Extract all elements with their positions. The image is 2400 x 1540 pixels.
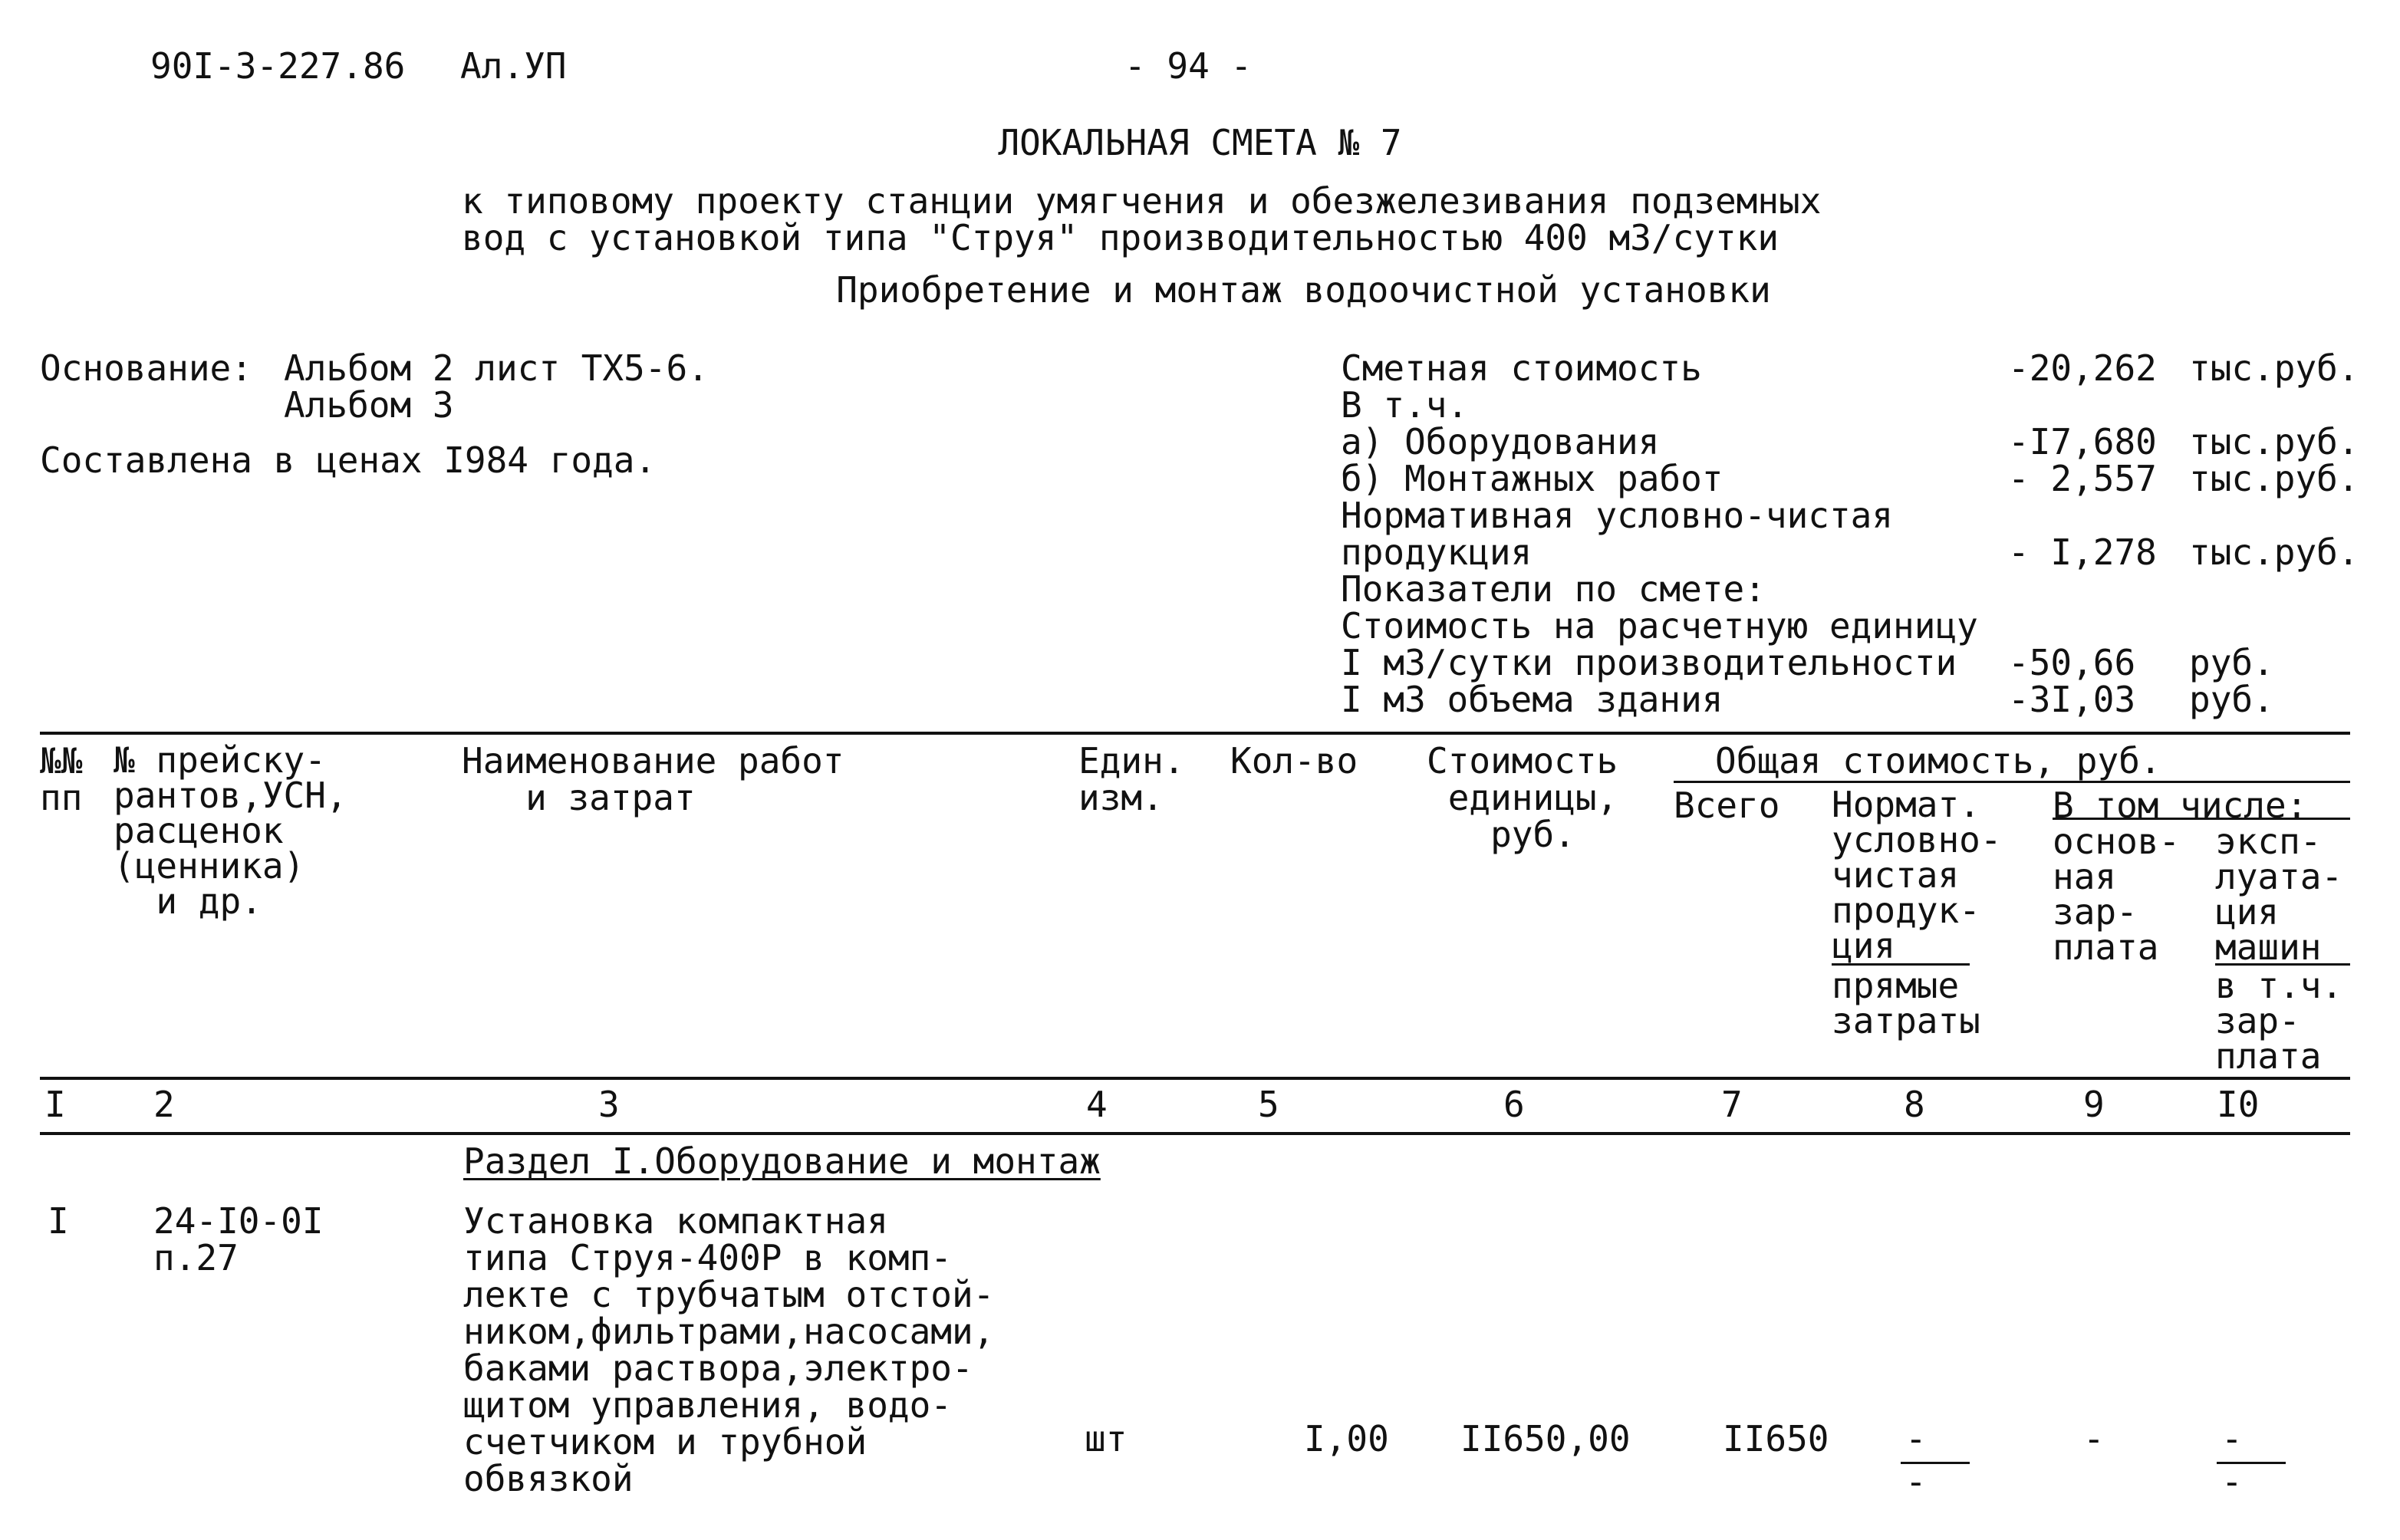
album-code: Ал.УП <box>460 45 567 87</box>
row-code-line-1: 24-I0-0I <box>153 1200 324 1242</box>
header-col5: Кол-во <box>1230 740 1358 782</box>
header-col1: №№ пп <box>40 740 83 818</box>
row-col9: - <box>2083 1418 2105 1459</box>
row-description: Установка компактная типа Струя-400Р в комп- лекте с трубчатым отстой- ником,фильтрами,насосами, баками раствора,электро- щитом управления, водо- счетчиком и трубной обвязкой <box>463 1200 995 1499</box>
header-col8-bottom: прямые затраты <box>1832 965 1980 1041</box>
column-number-9: 9 <box>2083 1084 2105 1125</box>
net-product-unit: тыс.руб. <box>2189 531 2359 573</box>
per-capacity-value: -50,66 <box>2008 642 2136 683</box>
row-total: II650 <box>1723 1418 1829 1459</box>
estimated-cost-label: Сметная стоимость <box>1341 347 1702 389</box>
row-col8-bottom: - <box>1905 1461 1927 1502</box>
subtitle-line-2: вод с установкой типа "Струя" производительностью 400 м3/сутки <box>462 217 1779 258</box>
row-unit: шт <box>1085 1418 1128 1459</box>
installation-value: - 2,557 <box>2008 458 2157 499</box>
header-col2: № прейску- рантов,УСН, расценок (ценника) и др. <box>114 739 347 922</box>
column-number-1: I <box>44 1084 66 1125</box>
per-volume-label: I м3 объема здания <box>1341 679 1723 720</box>
equipment-value: -I7,680 <box>2008 421 2157 462</box>
column-number-10: I0 <box>2217 1084 2260 1125</box>
header-col8-top: Нормат. условно- чистая продук- ция <box>1832 784 2002 966</box>
column-number-3: 3 <box>598 1084 620 1125</box>
net-product-label-2: продукция <box>1341 531 1533 573</box>
row-code-line-2: п.27 <box>153 1237 239 1278</box>
header-col3: Наименование работ и затрат <box>462 740 844 818</box>
row-col10-top: - <box>2221 1418 2243 1459</box>
header-col9: основ- ная зар- плата <box>2053 821 2181 968</box>
incl-label: В т.ч. <box>1341 384 1469 426</box>
page-number: - 94 - <box>1124 45 1253 87</box>
net-product-label-1: Нормативная условно-чистая <box>1341 495 1894 536</box>
per-capacity-unit: руб. <box>2189 642 2274 683</box>
equipment-unit: тыс.руб. <box>2189 421 2359 462</box>
per-capacity-label: I м3/сутки производительности <box>1341 642 1957 683</box>
row-number: I <box>48 1200 69 1242</box>
row-unit-cost: II650,00 <box>1460 1418 1631 1459</box>
column-numbers-rule <box>40 1132 2350 1135</box>
column-number-6: 6 <box>1503 1084 1525 1125</box>
table-top-rule <box>40 732 2350 735</box>
price-basis: Составлена в ценах I984 года. <box>40 439 657 481</box>
header-col7: Всего <box>1674 785 1780 826</box>
header-col6: Стоимость единицы, руб. <box>1427 740 1618 855</box>
column-number-7: 7 <box>1721 1084 1743 1125</box>
document-title: ЛОКАЛЬНАЯ СМЕТА № 7 <box>998 122 1402 163</box>
column-number-2: 2 <box>153 1084 175 1125</box>
header-total-group: Общая стоимость, руб. <box>1715 740 2161 782</box>
subtitle-line-1: к типовому проекту станции умягчения и обезжелезивания подземных <box>462 180 1822 222</box>
row-col10-bottom: - <box>2221 1461 2243 1502</box>
header-col4: Един. изм. <box>1078 740 1185 818</box>
equipment-label: а) Оборудования <box>1341 421 1660 462</box>
estimate-subject: Приобретение и монтаж водоочистной установки <box>836 269 1771 311</box>
column-number-8: 8 <box>1904 1084 1925 1125</box>
installation-label: б) Монтажных работ <box>1341 458 1723 499</box>
header-col10-top: эксп- луата- ция машин <box>2215 821 2343 968</box>
estimated-cost-value: -20,262 <box>2008 347 2157 389</box>
per-volume-unit: руб. <box>2189 679 2274 720</box>
estimated-cost-unit: тыс.руб. <box>2189 347 2359 389</box>
basis-line-1: Альбом 2 лист ТХ5-6. <box>284 347 709 389</box>
header-col10-bottom: в т.ч. зар- плата <box>2215 965 2343 1077</box>
basis-line-2: Альбом 3 <box>284 384 454 426</box>
section-title: Раздел I.Оборудование и монтаж <box>463 1140 1101 1182</box>
project-code: 90I-3-227.86 <box>150 45 406 87</box>
header-incl-group: В том числе: <box>2053 785 2308 826</box>
column-number-5: 5 <box>1258 1084 1279 1125</box>
per-volume-value: -3I,03 <box>2008 679 2136 720</box>
indicators-label: Показатели по смете: <box>1341 568 1766 610</box>
net-product-value: - I,278 <box>2008 531 2157 573</box>
row-quantity: I,00 <box>1304 1418 1389 1459</box>
installation-unit: тыс.руб. <box>2189 458 2359 499</box>
column-number-4: 4 <box>1086 1084 1108 1125</box>
unit-cost-label: Стоимость на расчетную единицу <box>1341 605 1978 647</box>
row-col8-top: - <box>1905 1418 1927 1459</box>
basis-label: Основание: <box>40 347 252 389</box>
header-bottom-rule <box>40 1077 2350 1080</box>
